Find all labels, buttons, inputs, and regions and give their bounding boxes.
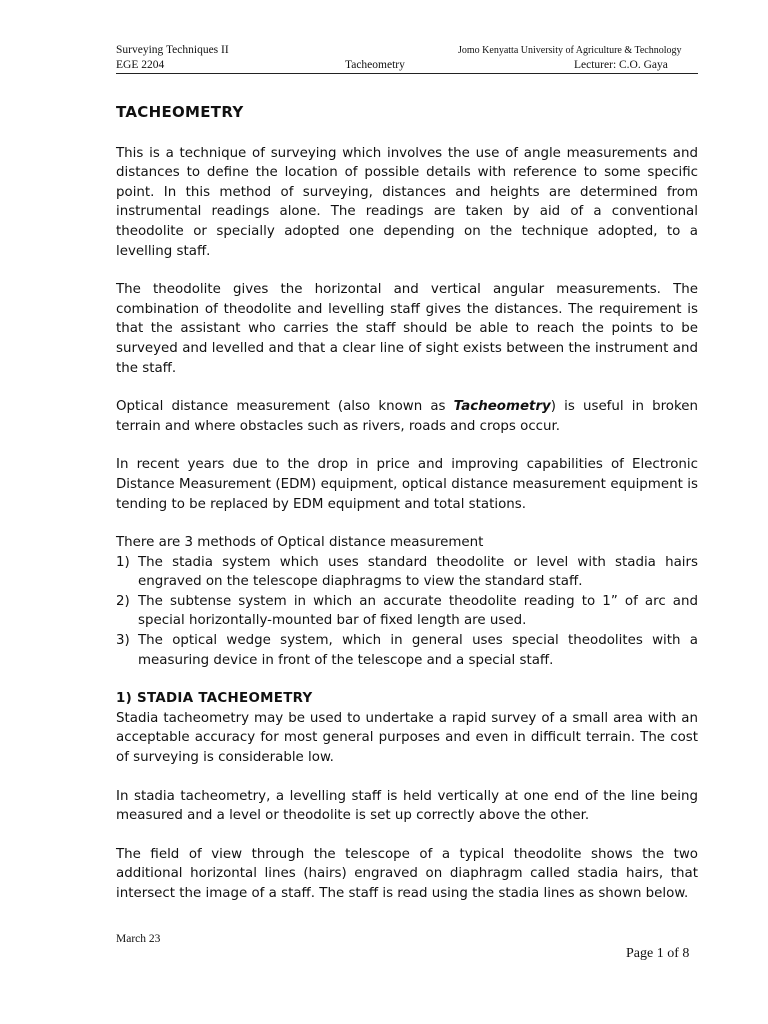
list-item-number: 1)	[116, 554, 130, 570]
paragraph-optical-distance	[116, 397, 698, 436]
list-item-number: 2)	[116, 593, 130, 609]
section-heading-stadia: 1) STADIA TACHEOMETRY	[116, 691, 313, 707]
methods-intro: There are 3 methods of Optical distance measurement	[116, 535, 484, 551]
header-course: Surveying Techniques II	[116, 44, 229, 56]
list-item	[116, 631, 698, 670]
paragraph-optical-distance-after: ) is useful in broken terrain and where obstacles such as rivers, roads and crops occur.	[116, 399, 698, 434]
list-item	[116, 553, 698, 592]
list-item-text: The optical wedge system, which in general uses special theodolites with a measuring device in front of the telescope and a special staff.	[138, 633, 698, 668]
methods-list	[116, 553, 698, 671]
paragraph-stadia-intro: Stadia tacheometry may be used to undertake a rapid survey of a small area with an acceptable accuracy for most general purposes and even in difficult terrain. The cost of surveying is considerable low.	[116, 710, 698, 766]
list-item-text: The stadia system which uses standard theodolite or level with stadia hairs engraved on the telescope diaphragms to view the standard staff.	[138, 554, 698, 590]
header-rule	[116, 73, 698, 74]
document-title: TACHEOMETRY	[116, 103, 244, 121]
footer-date: March 23	[116, 933, 161, 945]
list-item	[116, 592, 698, 631]
paragraph-edm: In recent years due to the drop in price and improving capabilities of Electronic Distance Measurement (EDM) equipment, optical distance measurement equipment is tending to be replaced by EDM equipment and total stations.	[116, 457, 698, 512]
header-topic: Tacheometry	[345, 59, 405, 71]
header-lecturer: Lecturer: C.O. Gaya	[574, 59, 668, 71]
tacheometry-emphasis: Tacheometry	[453, 399, 551, 415]
list-item-text: The subtense system in which an accurate theodolite reading to 1” of arc and special horizontally-mounted bar of fixed length are used.	[138, 593, 698, 629]
paragraph-stadia-hairs: The field of view through the telescope of a typical theodolite shows the two additional horizontal lines (hairs) engraved on diaphragm called stadia hairs, that intersect the image of a staff. The staff is read using the stadia lines as shown below.	[116, 846, 698, 901]
list-item-number: 3)	[116, 633, 130, 649]
footer-page-number: Page 1 of 8	[626, 946, 690, 961]
document-body	[116, 103, 698, 923]
paragraph-stadia-method: In stadia tacheometry, a levelling staff is held vertically at one end of the line being measured and a level or theodolite is set up correctly above the other.	[116, 788, 698, 824]
header-university: Jomo Kenyatta University of Agriculture & Technology	[458, 45, 682, 56]
paragraph-optical-distance-before: Optical distance measurement (also known as	[116, 399, 454, 415]
paragraph-theodolite: The theodolite gives the horizontal and vertical angular measurements. The combination of theodolite and levelling staff gives the distances. The requirement is that the assistant who carries the staff should be able to reach the points to be surveyed and levelled and that a clear line of sight exists between the instrument and the staff.	[116, 282, 698, 376]
header-course-code: EGE 2204	[116, 59, 165, 71]
paragraph-definition: This is a technique of surveying which involves the use of angle measurements and distances to define the location of possible details with reference to some specific point. In this method of surveying, distances and heights are determined from instrumental readings alone. The readings are taken by aid of a conventional theodolite or specially adopted one depending on the technique adopted, to a levelling staff.	[116, 145, 698, 259]
